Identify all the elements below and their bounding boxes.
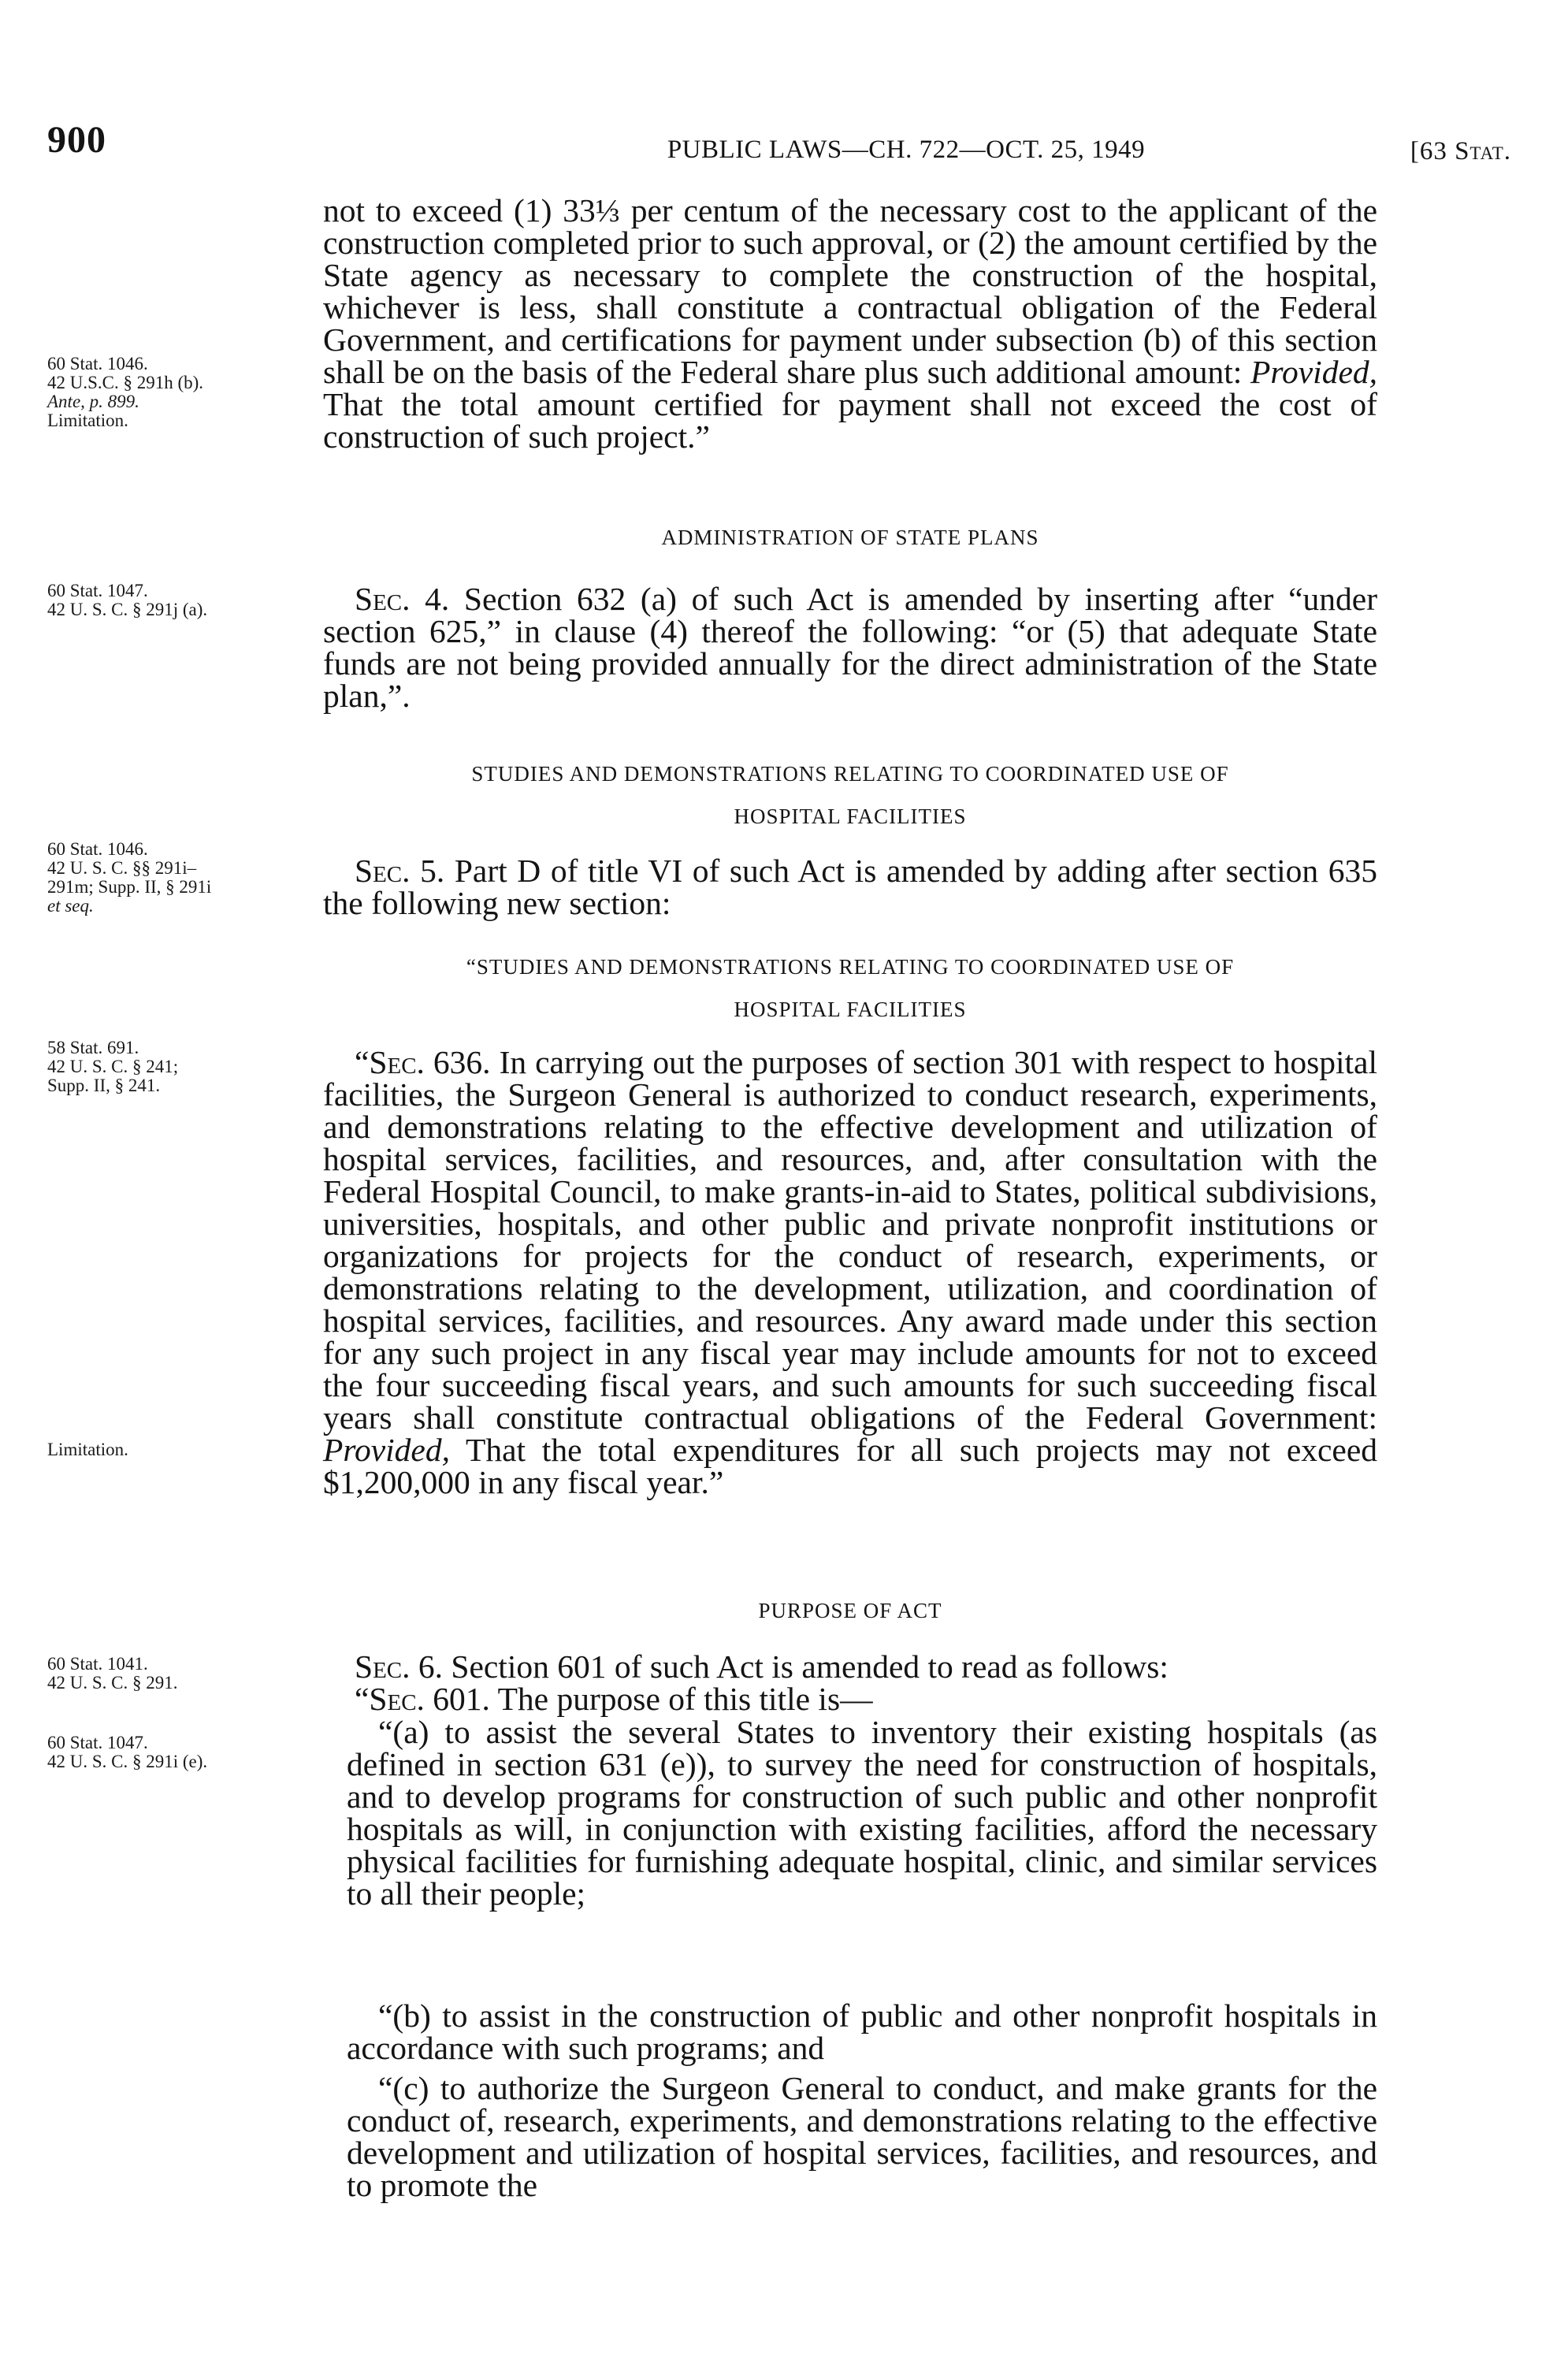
margin-note-citation: 58 Stat. 691. 42 U. S. C. § 241; Supp. II, § 241. [47,1038,179,1095]
section-text: Section 601 of such Act is amended to read as follows: [451,1648,1169,1685]
statute-volume: [63 Stat. [1410,137,1511,165]
section-label: “Sec. 636. [355,1044,491,1080]
paragraph-text: not to exceed (1) 33⅓ per centum of the necessary cost to the applicant of the construction completed prior to such approval, or (2) the amount certified by the State agency as necessary to complete the construction of the hospital, whichever is less, shall constitute a contractual obligation of the Federal Government, and certifications for payment under subsection (b) of this section shall be on the basis of the Federal share plus such additional amount: [323,192,1377,390]
section-636 [323,1046,1377,1499]
margin-note-citation: 60 Stat. 1046. 42 U.S.C. § 291h (b). Ante, p. 899. Limitation. [47,354,204,430]
margin-note-citation: 60 Stat. 1046. 42 U. S. C. §§ 291i– 291m; Supp. II, § 291i et seq. [47,839,212,916]
running-header [47,118,1521,165]
section-tail: That the total expenditures for all such projects may not exceed $1,200,000 in any fiscal year.” [323,1432,1377,1500]
section-label: “Sec. 601. [355,1681,490,1717]
proviso-italic: Provided, [1250,354,1377,390]
clause-a: “(a) to assist the several States to inventory their existing hospitals (as defined in section 631 (e)), to survey the need for construction of hospitals, and to develop programs for construction of such public and other nonprofit hospitals as will, in conjunction with existing facilities, afford the necessary physical facilities for furnishing adequate hospital, clinic, and similar services to all their people; [347,1714,1377,1912]
section-6 [323,1648,1377,1685]
heading-line: “STUDIES AND DEMONSTRATIONS RELATING TO COORDINATED USE OF [466,955,1235,979]
section-4 [323,583,1377,712]
section-label: Sec. 5. [355,853,445,889]
section-5 [323,855,1377,920]
margin-note-limitation: Limitation. [47,1440,128,1459]
section-text: Section 632 (a) of such Act is amended by inserting after “under section 625,” in clause (4) thereof the following: “or (5) that adequate State funds are not being provided annually for the direct administration of the State plan,”. [323,581,1378,714]
margin-note-citation: 60 Stat. 1041. 42 U. S. C. § 291. [47,1654,178,1693]
section-text: Part D of title VI of such Act is amended by adding after section 635 the following new section: [323,853,1378,921]
heading-purpose-of-act: PURPOSE OF ACT [758,1599,942,1622]
section-text: The purpose of this title is— [497,1681,873,1717]
section-text: In carrying out the purposes of section 301 with respect to hospital facilities, the Surgeon General is authorized to conduct research, experiments, and demonstrations relating to the effective development and utilization of hospital services, facilities, and resources, and, after consultation with the Federal Hospital Council, to make grants-in-aid to States, political subdivisions, universities, hospitals, and other public and private nonprofit institutions or organizations for projects for the conduct of research, experiments, or demonstrations relating to the development, utilization, and coordination of hospital services, facilities, and resources. Any award made under this section for any such project in any fiscal year may include amounts for not to exceed the four succeeding fiscal years, and such amounts for such succeeding fiscal years shall constitute contractual obligations of the Federal Government: [323,1044,1377,1436]
paragraph-tail: That the total amount certified for payment shall not exceed the cost of construction of such project.” [323,386,1377,455]
heading-line: HOSPITAL FACILITIES [734,998,967,1021]
heading-studies-and-demonstrations [323,753,1377,838]
margin-note-citation: 60 Stat. 1047. 42 U. S. C. § 291i (e). [47,1733,208,1771]
heading-line: STUDIES AND DEMONSTRATIONS RELATING TO COORDINATED USE OF [471,762,1229,786]
clause-c: “(c) to authorize the Surgeon General to conduct, and make grants for the conduct of, research, experiments, and demonstrations relating to the effective development and utilization of hospital services, facilities, and resources, and to promote the [347,2070,1377,2203]
section-label: Sec. 6. [355,1648,444,1685]
section-label: Sec. 4. [355,581,450,617]
paragraph-continuation [323,192,1377,455]
heading-line: HOSPITAL FACILITIES [734,805,967,828]
page-number: 900 [47,119,106,161]
clause-b: “(b) to assist in the construction of public and other nonprofit hospitals in accordance with such programs; and [347,1997,1377,2066]
proviso-italic: Provided, [323,1432,450,1468]
section-601-intro [323,1683,1377,1715]
heading-administration-of-state-plans: ADMINISTRATION OF STATE PLANS [661,526,1039,549]
header-title: PUBLIC LAWS—CH. 722—OCT. 25, 1949 [667,136,1146,164]
heading-quoted-studies [323,946,1377,1031]
margin-note-citation: 60 Stat. 1047. 42 U. S. C. § 291j (a). [47,581,208,619]
